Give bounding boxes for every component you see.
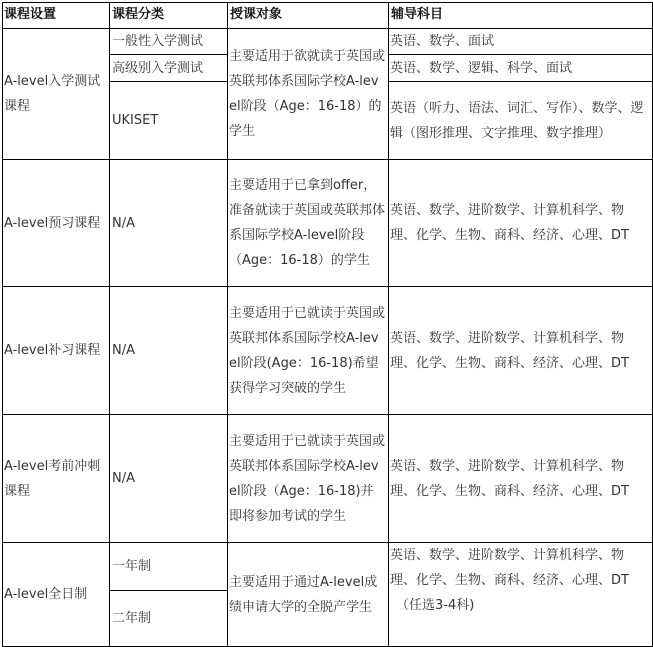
category-cell: 高级别入学测试 (112, 60, 204, 76)
course-cell: A-level入学测试课程 (4, 74, 101, 114)
audience-cell: 主要适用于已拿到offer，准备就读于英国或英联邦体系国际学校A-level阶段（Age：16-18）的学生 (229, 178, 386, 268)
subjects-cell: 英语、数学、进阶数学、计算机科学、物理、化学、生物、商科、经济、心理、DT (390, 203, 629, 243)
category-cell: UKISET (112, 113, 159, 128)
course-cell: A-level全日制 (4, 587, 88, 602)
course-cell: A-level补习课程 (4, 343, 101, 358)
column-divider (109, 2, 110, 647)
subjects-cell: 英语、数学、进阶数学、计算机科学、物理、化学、生物、商科、经济、心理、DT (390, 330, 629, 371)
subjects-cell: 英语、数学、面试 (390, 34, 495, 49)
column-divider (388, 2, 389, 647)
column-divider (227, 2, 228, 647)
audience-cell: 主要适用于欲就读于英国或英联邦体系国际学校A-level阶段（Age：16-18）的学生 (229, 49, 386, 139)
header-audience: 授课对象 (230, 7, 283, 22)
category-cell: 一般性入学测试 (112, 34, 204, 49)
subjects-cell (390, 543, 648, 646)
table-border-left (2, 2, 3, 647)
category-cell: 二年制 (112, 611, 152, 626)
category-cell: N/A (112, 215, 135, 231)
subjects-note: （任选3-4科) (396, 598, 475, 613)
subjects-cell: 英语（听力、语法、词汇、写作）、数学、逻辑（图形推理、文字推理、数字推理） (390, 100, 644, 141)
category-cell: 一年制 (112, 559, 152, 574)
subjects-cell: 英语、数学、逻辑、科学、面试 (390, 60, 573, 76)
course-cell: A-level预习课程 (4, 215, 101, 231)
subjects-text: 英语、数学、进阶数学、计算机科学、物理、化学、生物、商科、经济、心理、DT (390, 548, 629, 588)
header-course: 课程设置 (4, 7, 57, 22)
course-table (2, 2, 653, 647)
subjects-cell: 英语、数学、进阶数学、计算机科学、物理、化学、生物、商科、经济、心理、DT (390, 458, 629, 499)
course-cell: A-level考前冲刺课程 (4, 458, 101, 499)
audience-cell: 主要适用于已就读于英国或英联邦体系国际学校A-level阶段(Age：16-18)希望获得学习突破的学生 (229, 305, 386, 396)
category-cell: N/A (112, 471, 135, 486)
category-cell: N/A (112, 343, 135, 358)
audience-cell: 主要适用于已就读于英国或英联邦体系国际学校A-level阶段（Age：16-18)并即将参加考试的学生 (229, 433, 386, 524)
audience-cell: 主要适用于通过A-level成绩申请大学的全脱产学生 (229, 574, 378, 615)
header-subjects: 辅导科目 (391, 7, 444, 22)
header-category: 课程分类 (112, 7, 165, 22)
